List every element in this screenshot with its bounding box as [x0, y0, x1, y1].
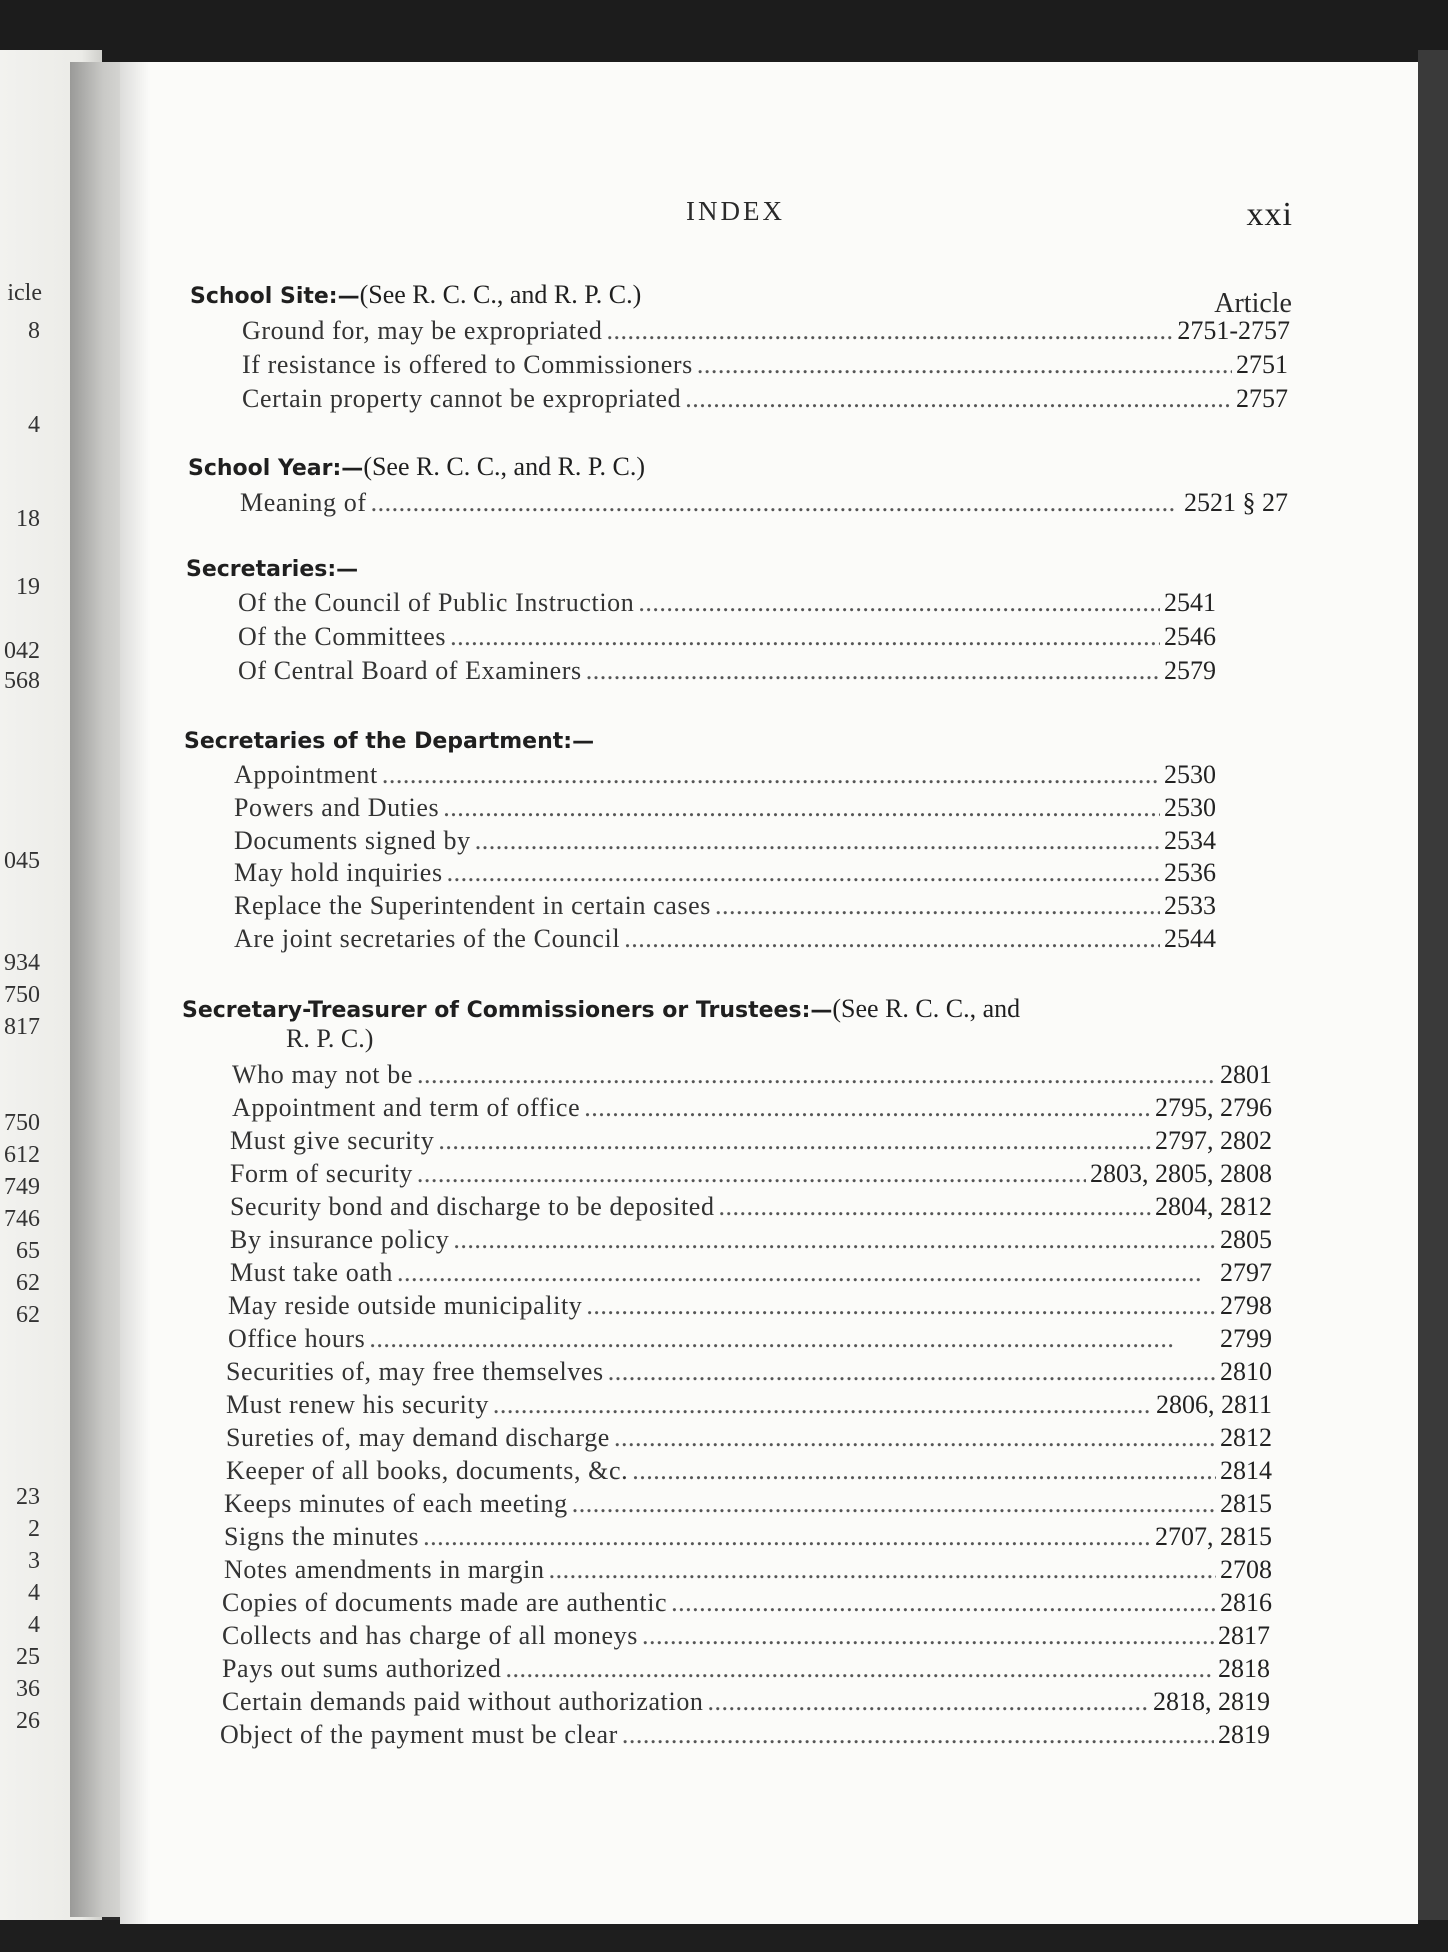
- facing-page-fragment: 749: [4, 1174, 40, 1200]
- index-entry-label: Must give security: [230, 1126, 435, 1155]
- index-entry-label: Who may not be: [232, 1060, 413, 1089]
- facing-page-fragment: 18: [16, 506, 40, 532]
- article-reference: 2804, 2812: [1155, 1192, 1272, 1221]
- facing-page-fragment: 750: [4, 982, 40, 1008]
- index-entry: [234, 826, 1216, 856]
- index-entry: [226, 1456, 1272, 1486]
- article-column-label: Article: [1214, 288, 1292, 319]
- dot-leader: [607, 316, 1174, 346]
- dot-leader: [450, 622, 1160, 652]
- index-entry-label: Powers and Duties: [234, 793, 440, 822]
- index-entry-label: Object of the payment must be clear: [220, 1720, 618, 1749]
- facing-page-fragment: 4: [28, 412, 40, 438]
- article-reference: 2708: [1220, 1555, 1272, 1584]
- section-heading: [182, 994, 1020, 1024]
- facing-page-fragment: 65: [16, 1238, 40, 1264]
- index-entry-label: Replace the Superintendent in certain cases: [234, 891, 712, 920]
- dot-leader: [715, 891, 1160, 921]
- index-entry-label: If resistance is offered to Commissioners: [242, 350, 693, 379]
- article-reference: 2801: [1220, 1060, 1272, 1089]
- index-entry-label: By insurance policy: [230, 1225, 450, 1254]
- section-heading-text: School Year:—: [188, 456, 364, 481]
- running-title: INDEX: [686, 196, 785, 226]
- index-entry-label: Security bond and discharge to be deposited: [230, 1192, 715, 1221]
- facing-page-fragment: 4: [28, 1580, 40, 1606]
- dot-leader: [642, 1621, 1214, 1651]
- facing-page-fragment: 8: [28, 318, 40, 344]
- article-reference: 2812: [1220, 1423, 1272, 1452]
- dot-leader: [443, 793, 1160, 823]
- page-number: xxi: [1246, 196, 1293, 233]
- dot-leader: [584, 1093, 1151, 1123]
- index-entry-label: Securities of, may free themselves: [226, 1357, 604, 1386]
- index-entry-label: Certain demands paid without authorization: [222, 1687, 704, 1716]
- index-entry: [234, 793, 1216, 823]
- facing-page-fragment: 3: [28, 1548, 40, 1574]
- article-reference: 2805: [1220, 1225, 1272, 1254]
- index-entry: [222, 1621, 1270, 1651]
- article-reference: 2757: [1236, 384, 1288, 413]
- dot-leader: [447, 858, 1160, 888]
- section-heading: [184, 725, 594, 755]
- section-cross-reference-continued: R. P. C.): [286, 1024, 374, 1053]
- article-reference: 2530: [1164, 793, 1216, 822]
- facing-page-fragment: 62: [16, 1270, 40, 1296]
- facing-page-fragment: 4: [28, 1612, 40, 1638]
- facing-page-fragment: 568: [4, 668, 40, 694]
- article-reference: 2530: [1164, 760, 1216, 789]
- facing-page-fragment: 25: [16, 1644, 40, 1670]
- index-entry-label: May hold inquiries: [234, 858, 443, 887]
- index-entry-label: Are joint secretaries of the Council: [234, 924, 621, 953]
- facing-page-fragment: 2: [28, 1516, 40, 1542]
- dot-leader: [608, 1357, 1216, 1387]
- index-entry: [242, 350, 1288, 380]
- dot-leader: [708, 1687, 1149, 1717]
- facing-page-fragment: 62: [16, 1302, 40, 1328]
- facing-page-fragment: 19: [16, 574, 40, 600]
- section-heading: [188, 452, 645, 482]
- index-entry: [238, 588, 1216, 618]
- article-reference: 2521 § 27: [1184, 488, 1288, 517]
- index-entry-label: Keeps minutes of each meeting: [224, 1489, 568, 1518]
- index-entry: [230, 1192, 1272, 1222]
- index-entry-label: Collects and has charge of all moneys: [222, 1621, 638, 1650]
- article-reference: 2541: [1164, 588, 1216, 617]
- dot-leader: [493, 1390, 1152, 1420]
- dot-leader: [614, 1423, 1216, 1453]
- dot-leader: [371, 488, 1180, 518]
- article-reference: 2797: [1220, 1258, 1272, 1287]
- dot-leader: [697, 350, 1232, 380]
- dot-leader: [685, 384, 1232, 414]
- facing-page-fragment: 23: [16, 1484, 40, 1510]
- dot-leader: [586, 1291, 1216, 1321]
- article-reference: 2798: [1220, 1291, 1272, 1320]
- article-reference: 2817: [1218, 1621, 1270, 1650]
- index-entry-label: Certain property cannot be expropriated: [242, 384, 682, 413]
- section-heading: [190, 280, 641, 310]
- dot-leader: [453, 1225, 1216, 1255]
- index-entry: [240, 488, 1288, 518]
- index-entry-label: May reside outside municipality: [228, 1291, 583, 1320]
- article-reference: 2816: [1220, 1588, 1272, 1617]
- index-entry: [230, 1258, 1272, 1288]
- article-reference: 2546: [1164, 622, 1216, 651]
- dot-leader: [719, 1192, 1151, 1222]
- article-reference: 2814: [1220, 1456, 1272, 1485]
- article-reference: 2544: [1164, 924, 1216, 953]
- index-entry: [230, 1225, 1272, 1255]
- article-reference: 2803, 2805, 2808: [1090, 1159, 1272, 1188]
- index-entry-label: Meaning of: [240, 488, 367, 517]
- index-entry-label: Appointment: [234, 760, 378, 789]
- dot-leader: [417, 1159, 1086, 1189]
- index-entry: [234, 891, 1216, 921]
- section-heading-text: Secretary-Treasurer of Commissioners or Trustees:—: [182, 998, 833, 1023]
- dot-leader: [423, 1522, 1151, 1552]
- index-entry: [238, 656, 1216, 686]
- dot-leader: [572, 1489, 1216, 1519]
- article-reference: 2795, 2796: [1155, 1093, 1272, 1122]
- index-entry: [224, 1522, 1272, 1552]
- dot-leader: [438, 1126, 1151, 1156]
- index-entry-label: Copies of documents made are authentic: [222, 1588, 668, 1617]
- index-entry: [228, 1324, 1272, 1354]
- facing-page-fragment: 746: [4, 1206, 40, 1232]
- article-reference: 2707, 2815: [1155, 1522, 1272, 1551]
- dot-leader: [624, 924, 1160, 954]
- article-reference: 2818, 2819: [1153, 1687, 1270, 1716]
- facing-page-fragment: 042: [4, 638, 40, 664]
- article-reference: 2751: [1236, 350, 1288, 379]
- dot-leader: [586, 656, 1160, 686]
- index-entry: [226, 1357, 1272, 1387]
- section-cross-reference: (See R. C. C., and: [832, 994, 1021, 1023]
- index-entry: [234, 924, 1216, 954]
- index-entry-label: Appointment and term of office: [232, 1093, 581, 1122]
- index-entry-label: Office hours: [228, 1324, 366, 1353]
- dot-leader: [671, 1588, 1216, 1618]
- facing-page-fragment: 817: [4, 1014, 40, 1040]
- index-entry: [226, 1423, 1272, 1453]
- article-reference: 2810: [1220, 1357, 1272, 1386]
- index-entry-label: Form of security: [230, 1159, 413, 1188]
- section-cross-reference: (See R. C. C., and R. P. C.): [363, 452, 645, 481]
- section-cross-reference: (See R. C. C., and R. P. C.): [359, 280, 642, 309]
- index-entry: [232, 1093, 1272, 1123]
- index-entry-label: Signs the minutes: [224, 1522, 420, 1551]
- facing-page-fragment: icle: [7, 280, 42, 306]
- dot-leader: [622, 1720, 1214, 1750]
- facing-page-fragment: 750: [4, 1110, 40, 1136]
- index-entry: [222, 1588, 1272, 1618]
- index-entry: [226, 1390, 1272, 1420]
- article-reference: 2797, 2802: [1155, 1126, 1272, 1155]
- index-entry: [234, 858, 1216, 888]
- article-reference: 2751-2757: [1177, 316, 1290, 345]
- article-reference: 2533: [1164, 891, 1216, 920]
- index-entry-label: Sureties of, may demand discharge: [226, 1423, 610, 1452]
- index-entry: [232, 1060, 1272, 1090]
- index-entry-label: Of Central Board of Examiners: [238, 656, 582, 685]
- index-entry-label: Must renew his security: [226, 1390, 489, 1419]
- article-reference: 2799: [1220, 1324, 1272, 1353]
- index-entry-label: Of the Committees: [238, 622, 447, 651]
- article-reference: 2536: [1164, 858, 1216, 887]
- index-entry-label: Documents signed by: [234, 826, 471, 855]
- index-entry: [220, 1720, 1270, 1750]
- index-entry-label: Must take oath: [230, 1258, 393, 1287]
- dot-leader: [475, 826, 1160, 856]
- article-reference: 2818: [1218, 1654, 1270, 1683]
- index-entry-label: Keeper of all books, documents, &c.: [226, 1456, 629, 1485]
- article-reference: 2806, 2811: [1155, 1390, 1272, 1419]
- index-entry-label: Pays out sums authorized: [222, 1654, 502, 1683]
- dot-leader: [632, 1456, 1216, 1486]
- section-heading-text: Secretaries of the Department:—: [184, 729, 595, 754]
- index-entry: [234, 760, 1216, 790]
- section-heading-text: School Site:—: [190, 284, 360, 309]
- dot-leader: [549, 1555, 1216, 1585]
- index-entry: [230, 1126, 1272, 1156]
- dot-leader: [638, 588, 1160, 618]
- dot-leader: [505, 1654, 1214, 1684]
- article-reference: 2534: [1164, 826, 1216, 855]
- index-entry: [242, 316, 1290, 346]
- index-entry: [224, 1555, 1272, 1585]
- index-entry: [242, 384, 1288, 414]
- index-entry: [222, 1687, 1270, 1717]
- dot-leader: [417, 1060, 1216, 1090]
- facing-page-fragment: 26: [16, 1708, 40, 1734]
- index-entry-label: Of the Council of Public Instruction: [238, 588, 635, 617]
- article-reference: 2819: [1218, 1720, 1270, 1749]
- dot-leader: [397, 1258, 1216, 1288]
- facing-page-fragment: 612: [4, 1142, 40, 1168]
- facing-page-fragment: 934: [4, 950, 40, 976]
- index-entry: [238, 622, 1216, 652]
- index-entry-label: Notes amendments in margin: [224, 1555, 545, 1584]
- dot-leader: [369, 1324, 1216, 1354]
- article-reference: 2815: [1220, 1489, 1272, 1518]
- index-entry: [222, 1654, 1270, 1684]
- index-entry: [228, 1291, 1272, 1321]
- index-entry: [224, 1489, 1272, 1519]
- index-entry: [230, 1159, 1272, 1189]
- index-entry-label: Ground for, may be expropriated: [242, 316, 603, 345]
- section-heading-text: Secretaries:—: [186, 557, 359, 582]
- facing-page-fragment: 36: [16, 1676, 40, 1702]
- facing-page-fragment: 045: [4, 848, 40, 874]
- section-heading: [186, 553, 358, 583]
- article-reference: 2579: [1164, 656, 1216, 685]
- dot-leader: [382, 760, 1160, 790]
